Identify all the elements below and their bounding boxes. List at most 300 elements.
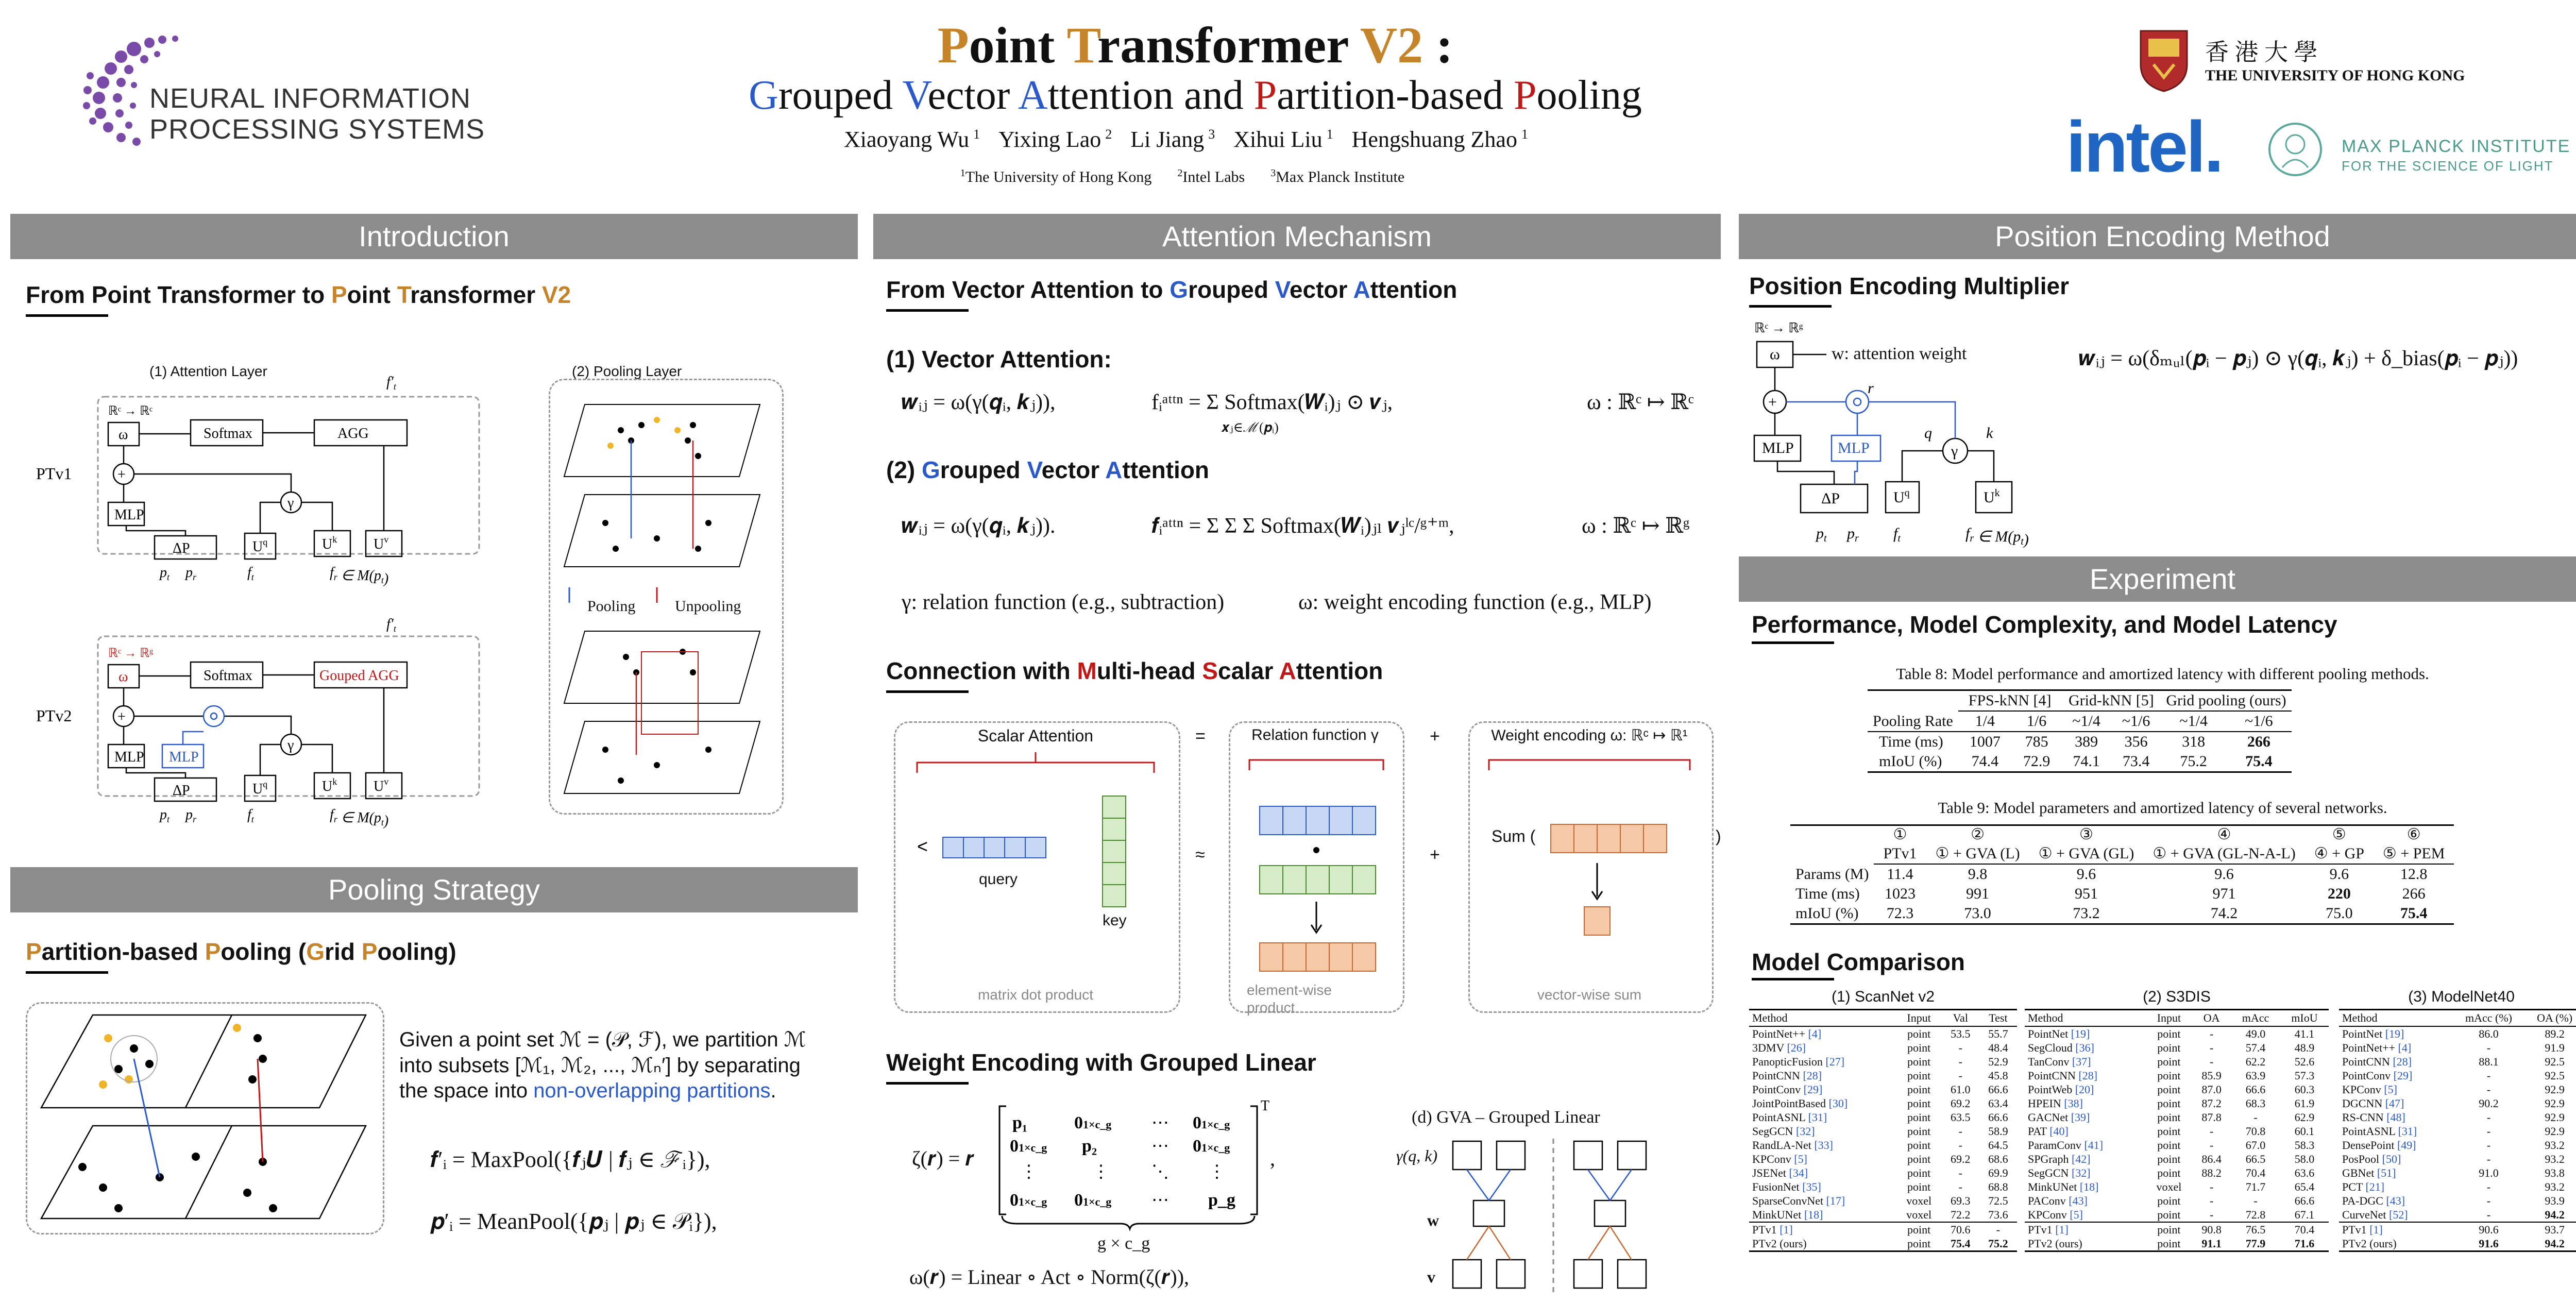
comparison-cell: 57.3 — [2294, 1069, 2315, 1082]
s3dis-table — [2025, 988, 2329, 1252]
va-title: (1) Vector Attention: — [886, 346, 1112, 373]
comparison-row — [2339, 1096, 2576, 1110]
table8-rate: Pooling Rate — [1868, 711, 1958, 732]
table8-row — [1868, 732, 2292, 752]
model-comparison-title: Model Comparison — [1752, 949, 1965, 975]
svg-text:Uv: $U^v$ — [374, 534, 389, 552]
title-part: A — [1105, 456, 1123, 483]
comparison-cell: - — [2209, 1027, 2214, 1040]
title-part: V — [1027, 456, 1042, 483]
comparison-cell: 75.4 — [1951, 1237, 1971, 1250]
method-cite: [51] — [2374, 1166, 2396, 1179]
method-cite: [52] — [2386, 1208, 2408, 1221]
plus-sign-2: + — [1430, 845, 1440, 865]
svg-text:⋯: ⋯ — [1151, 1137, 1169, 1156]
gva-eq1: 𝒘ᵢⱼ = ω(γ(𝒒ᵢ, 𝒌ⱼ)). — [902, 514, 1056, 538]
svg-text:+: + — [117, 467, 126, 483]
comparison-row — [2339, 1124, 2576, 1138]
method-name: PointWeb — [2028, 1083, 2073, 1096]
table9-cell: 9.6 — [2214, 866, 2234, 883]
svg-text:01×c_g: 01×c_g — [1193, 1113, 1230, 1132]
author-sup: 1 — [1326, 127, 1333, 142]
subtitle-word: ector — [927, 73, 1018, 118]
svg-text:Uk: $U^k$ — [322, 776, 337, 794]
method-cite: [29] — [1801, 1083, 1823, 1096]
experiment-underline — [1752, 641, 1834, 644]
comparison-cell: 92.9 — [2545, 1083, 2565, 1096]
comparison-row — [2025, 1166, 2329, 1180]
title-p: P — [937, 16, 969, 74]
comparison-row — [2339, 1138, 2576, 1152]
position-equation: 𝒘ᵢⱼ = ω(δₘᵤₗ(𝒑ᵢ − 𝒑ⱼ) ⊙ γ(𝒒ᵢ, 𝒌ⱼ) + δ_bias(𝒑ᵢ − 𝒑ⱼ)) — [2079, 347, 2518, 370]
comparison-cell: 85.9 — [2201, 1069, 2222, 1082]
table9-cell: 971 — [2212, 885, 2236, 902]
comparison-cell — [2339, 1124, 2452, 1138]
svg-text:ℝᶜ → ℝᵍ: ℝᶜ → ℝᵍ — [108, 647, 154, 660]
comparison-cell: 93.2 — [2545, 1153, 2565, 1165]
svg-text:Softmax: Softmax — [204, 668, 252, 684]
svg-text:ft: $f_t$ — [247, 565, 254, 582]
table9-cell: 73.2 — [2073, 905, 2100, 922]
method-cite: [1] — [2052, 1223, 2069, 1236]
pool-sub-initial: G — [306, 938, 325, 965]
comparison-cell: - — [1958, 1139, 1962, 1152]
table8-group-row — [1868, 690, 2292, 712]
comparison-row — [2339, 1166, 2576, 1180]
svg-text:MLP: MLP — [1762, 439, 1794, 456]
title-part: ttention — [1370, 276, 1458, 303]
method-name: HPEIN — [2028, 1097, 2061, 1110]
comparison-head: mIoU — [2280, 1010, 2329, 1027]
mpi-logo — [2267, 121, 2576, 183]
zeta-comma: , — [1270, 1147, 1275, 1170]
author-name: Xiaoyang Wu — [844, 127, 970, 152]
comparison-cell: - — [2486, 1125, 2491, 1138]
comparison-cell: point — [2157, 1166, 2181, 1179]
comparison-ours-row — [1749, 1222, 2017, 1237]
comparison-cell: 68.8 — [1988, 1180, 2008, 1193]
hku-chinese: 香 港 大 學 — [2205, 39, 2318, 65]
svg-text:MLP: MLP — [169, 749, 199, 765]
comparison-cell: 62.9 — [2294, 1111, 2315, 1124]
scalar-attention-figure — [907, 747, 1164, 933]
intro-sub-p: P — [331, 281, 347, 308]
comparison-cell — [2025, 1110, 2146, 1124]
table9-cell: 74.2 — [2210, 905, 2238, 922]
comparison-cell: 86.4 — [2201, 1153, 2222, 1165]
method-cite: [29] — [2391, 1069, 2413, 1082]
svg-text:ft: $f_t$ — [247, 807, 254, 824]
comparison-row — [2025, 1110, 2329, 1124]
pooling-text-c-link: non-overlapping partitions — [533, 1079, 771, 1102]
comparison-cell: 48.9 — [2294, 1041, 2315, 1054]
method-cite: [32] — [1793, 1125, 1815, 1138]
comparison-cell: 72.8 — [2245, 1208, 2266, 1221]
comparison-row — [1749, 1026, 2017, 1041]
comparison-cell: 58.3 — [2294, 1139, 2315, 1152]
comparison-cell — [2025, 1180, 2146, 1194]
svg-text:γ: γ — [287, 737, 294, 753]
comparison-cell: 53.5 — [1951, 1027, 1971, 1040]
method-name: PointCNN — [2342, 1055, 2390, 1068]
svg-text:q: q — [1924, 425, 1932, 442]
comparison-grid — [2025, 1009, 2329, 1252]
table8-group: Grid pooling (ours) — [2161, 690, 2291, 712]
method-name: SparseConvNet — [1752, 1194, 1824, 1207]
gamma-definition: γ: relation function (e.g., subtraction) — [902, 590, 1225, 614]
svg-text:Uk: $U^k$ — [322, 534, 337, 552]
comparison-cell: 70.6 — [1942, 1222, 1979, 1237]
comparison-cell: 70.4 — [2245, 1166, 2266, 1179]
comparison-row — [2025, 1208, 2329, 1222]
table8-rate: ~1/6 — [2226, 711, 2292, 732]
comparison-ours-row — [2339, 1237, 2576, 1251]
poster-title — [567, 15, 1824, 75]
table9-caption: Table 9: Model parameters and amortized latency of several networks. — [1938, 799, 2387, 817]
svg-text:pt: $p_t$ — [160, 807, 170, 824]
svg-text:MLP: MLP — [114, 507, 144, 523]
title-ransformer: ransformer — [1097, 16, 1360, 74]
mhsa-title — [886, 657, 1383, 685]
gva-gl-label: (d) GVA – Grouped Linear — [1412, 1108, 1600, 1127]
comparison-cell: point — [2157, 1055, 2181, 1068]
title-colon: : — [1423, 16, 1453, 74]
comparison-cell: 57.4 — [2245, 1041, 2266, 1054]
comparison-head: Input — [2146, 1010, 2192, 1027]
table9-num: ④ — [2217, 826, 2231, 843]
svg-text:ω: ω — [1770, 346, 1780, 363]
comparison-cell: 52.9 — [1988, 1055, 2008, 1068]
comparison-row — [2339, 1041, 2576, 1055]
intro-subtitle-prefix: From Point Transformer to — [26, 281, 331, 308]
comparison-row — [2025, 1026, 2329, 1041]
comparison-cell — [2025, 1124, 2146, 1138]
title-part: From Vector Attention to — [886, 276, 1170, 303]
comparison-cell — [2339, 1069, 2452, 1082]
comparison-cell — [2025, 1152, 2146, 1166]
comparison-row — [2025, 1152, 2329, 1166]
comparison-row — [1749, 1166, 2017, 1180]
comparison-cell: 69.9 — [1988, 1166, 2008, 1179]
comparison-cell — [2025, 1208, 2146, 1222]
method-name: KPConv — [2028, 1208, 2067, 1221]
mpi-line2: FOR THE SCIENCE OF LIGHT — [2342, 158, 2554, 174]
comparison-row — [1749, 1180, 2017, 1194]
comparison-head: mAcc (%) — [2452, 1010, 2526, 1027]
method-cite: [33] — [1811, 1139, 1834, 1152]
title-part: ulti-head — [1096, 657, 1202, 684]
comparison-cell — [2339, 1152, 2452, 1166]
method-cite: [5] — [2381, 1083, 2397, 1096]
svg-text:01×c_g: 01×c_g — [1193, 1137, 1230, 1156]
mhsa-underline — [886, 690, 969, 693]
comparison-cell: 65.4 — [2294, 1180, 2315, 1193]
experiment-bar: Experiment — [1739, 556, 2576, 602]
intro-underline — [26, 314, 108, 317]
comparison-cell: 61.9 — [2294, 1097, 2315, 1110]
comparison-cell: 91.6 — [2479, 1237, 2499, 1250]
intro-sub-oint: oint — [347, 281, 397, 308]
intro-architecture-figure — [36, 376, 567, 840]
position-bar: Position Encoding Method — [1739, 214, 2576, 259]
comparison-cell: - — [2486, 1180, 2491, 1193]
table8-cell: 74.4 — [1971, 753, 1999, 770]
table8-cell: 72.9 — [2023, 753, 2050, 770]
comparison-cell: point — [1907, 1083, 1931, 1096]
svg-text:MLP: MLP — [1838, 439, 1870, 456]
poster-subtitle — [567, 72, 1824, 119]
comparison-cell: 93.2 — [2545, 1139, 2565, 1152]
table9-cell: 9.8 — [1968, 866, 1988, 883]
method-name: JSENet — [1752, 1166, 1786, 1179]
title-part: S — [1202, 657, 1218, 684]
method-cite: [31] — [1805, 1111, 1827, 1124]
comparison-cell: 75.2 — [1988, 1237, 2008, 1250]
wegl-title: Weight Encoding with Grouped Linear — [886, 1049, 1316, 1076]
method-cite: [36] — [2072, 1041, 2094, 1054]
table9-head: ⑤ + PEM — [2374, 843, 2454, 864]
model-comparison-underline — [1752, 978, 1834, 980]
comparison-cell — [2025, 1194, 2146, 1208]
subtitle-initial: P — [1253, 73, 1277, 118]
comparison-cell — [2339, 1110, 2452, 1124]
comparison-cell: 45.8 — [1988, 1069, 2008, 1082]
sum-label: Sum ( — [1492, 827, 1536, 845]
comparison-cell: point — [1907, 1125, 1931, 1138]
comparison-cell: point — [1907, 1111, 1931, 1124]
comparison-cell: - — [1958, 1069, 1962, 1082]
element-wise-label: element-wise product — [1247, 982, 1332, 1016]
comparison-cell: 63.9 — [2245, 1069, 2266, 1082]
table8-cell: 318 — [2182, 733, 2206, 750]
comparison-row — [1749, 1110, 2017, 1124]
method-cite: [50] — [2379, 1153, 2401, 1165]
modelnet-table — [2339, 988, 2576, 1252]
svg-text:ω: ω — [118, 427, 128, 443]
table9-cell: mIoU (%) — [1795, 905, 1859, 922]
comparison-cell: 72.5 — [1988, 1194, 2008, 1207]
table8-cell: Time (ms) — [1879, 733, 1943, 750]
comparison-cell: - — [1979, 1222, 2017, 1237]
comparison-row — [2339, 1180, 2576, 1194]
comparison-cell: 63.5 — [1951, 1111, 1971, 1124]
svg-text:PTv1: PTv1 — [36, 464, 72, 483]
comparison-cell: point — [1896, 1222, 1942, 1237]
method-cite: [41] — [2081, 1139, 2104, 1152]
comparison-row — [2339, 1152, 2576, 1166]
comparison-head: OA (%) — [2526, 1010, 2576, 1027]
comparison-cell: 71.6 — [2294, 1237, 2315, 1250]
subtitle-word: ttention and — [1047, 73, 1254, 118]
comparison-cell — [1749, 1152, 1896, 1166]
comparison-cell: 87.2 — [2201, 1097, 2222, 1110]
pooling-text-b: into subsets [ℳ₁, ℳ₂, ..., ℳₙ′] by separating — [399, 1054, 801, 1077]
comparison-cell: voxel — [1906, 1208, 1932, 1221]
pooling-legend: Pooling — [587, 598, 636, 615]
comparison-cell: - — [2209, 1041, 2214, 1054]
approx-sign: ≈ — [1195, 845, 1205, 865]
hku-crest-icon — [2138, 28, 2190, 93]
title-part: (2) — [886, 456, 922, 483]
comparison-cell — [2339, 1222, 2452, 1237]
svg-text:Softmax: Softmax — [204, 426, 252, 442]
comparison-cell — [2025, 1166, 2146, 1180]
table8-cell: mIoU (%) — [1879, 753, 1942, 770]
pool-sub-word: ooling) — [377, 938, 456, 965]
comparison-cell — [1749, 1096, 1896, 1110]
comparison-cell: point — [2157, 1097, 2181, 1110]
grouped-linear-figure — [1448, 1136, 1685, 1296]
comparison-cell: - — [2209, 1139, 2214, 1152]
comparison-head-row — [2025, 1010, 2329, 1027]
hku-logo — [2138, 28, 2509, 100]
author-sup: 2 — [1105, 127, 1112, 142]
svg-text:ΔP: ΔP — [173, 783, 190, 799]
comparison-cell — [1749, 1222, 1896, 1237]
svg-text:Gouped AGG: Gouped AGG — [319, 668, 399, 684]
comparison-row — [1749, 1194, 2017, 1208]
comparison-head-row — [2339, 1010, 2576, 1027]
method-name: GACNet — [2028, 1111, 2069, 1124]
method-cite: [31] — [2395, 1125, 2417, 1138]
relation-label: Relation function γ — [1251, 726, 1379, 743]
intro-sub-v2: V2 — [541, 281, 571, 308]
comparison-cell: point — [2157, 1083, 2181, 1096]
table8-rate: ~1/4 — [2061, 711, 2111, 732]
comparison-cell: point — [2157, 1027, 2181, 1040]
svg-text:⋮: ⋮ — [1092, 1162, 1110, 1181]
comparison-cell: 60.3 — [2294, 1083, 2315, 1096]
table9-cell: Params (M) — [1795, 865, 1869, 883]
comparison-row — [2025, 1055, 2329, 1069]
svg-text:⋮: ⋮ — [1208, 1162, 1226, 1181]
pooling-text-c — [399, 1079, 776, 1103]
subtitle-initial: P — [1513, 73, 1537, 118]
comparison-cell: 90.2 — [2479, 1097, 2499, 1110]
table9-row — [1790, 884, 2454, 904]
gva-eq3: ω : ℝᶜ ↦ ℝᵍ — [1582, 514, 1690, 538]
comparison-cell: point — [1907, 1097, 1931, 1110]
method-cite: [37] — [2069, 1055, 2091, 1068]
table9-cell: 220 — [2327, 885, 2351, 902]
comparison-row — [2339, 1194, 2576, 1208]
comparison-row — [2025, 1041, 2329, 1055]
svg-text:PTv2: PTv2 — [36, 706, 72, 725]
svg-text:01×c_g: 01×c_g — [1074, 1113, 1112, 1132]
comparison-cell — [2025, 1138, 2146, 1152]
comparison-cell: - — [2486, 1083, 2491, 1096]
fig-attention-label: (1) Attention Layer — [149, 363, 267, 379]
method-name: PointNet++ — [1752, 1027, 1806, 1040]
method-cite: [4] — [2395, 1041, 2412, 1054]
comparison-cell — [2339, 1194, 2452, 1208]
table9-cell: 991 — [1966, 885, 1990, 902]
pooling-subtitle — [26, 938, 456, 966]
affil-sup: 2 — [1177, 167, 1183, 179]
comparison-cell: - — [1958, 1125, 1962, 1138]
method-name: PointASNL — [2342, 1125, 2396, 1138]
authors — [567, 126, 1824, 153]
comparison-cell: - — [2486, 1208, 2491, 1221]
comparison-cell: point — [2157, 1208, 2181, 1221]
title-part: V — [1275, 276, 1290, 303]
comparison-cell: 91.0 — [2479, 1166, 2499, 1179]
method-cite: [43] — [2383, 1194, 2405, 1207]
comparison-table-title: (3) ModelNet40 — [2408, 988, 2515, 1005]
subtitle-word: rouped — [778, 73, 903, 118]
method-name: DensePoint — [2342, 1139, 2395, 1152]
attention-bar: Attention Mechanism — [873, 214, 1721, 259]
zeta-label: ζ(𝒓) = 𝒓 — [912, 1147, 974, 1170]
pool-sub-initial: P — [26, 938, 42, 965]
table8-rate: ~1/4 — [2161, 711, 2226, 732]
comparison-cell: - — [2209, 1208, 2214, 1221]
comparison-cell: voxel — [2156, 1180, 2182, 1193]
comparison-cell: point — [1907, 1041, 1931, 1054]
table9-head: ④ + GP — [2305, 843, 2374, 864]
comparison-cell: 93.2 — [2545, 1180, 2565, 1193]
comparison-cell — [1749, 1110, 1896, 1124]
title-t: T — [1066, 16, 1097, 74]
comparison-cell: - — [1958, 1055, 1962, 1068]
key-label: key — [1103, 912, 1127, 929]
comparison-cell: 93.9 — [2545, 1194, 2565, 1207]
comparison-cell — [2339, 1166, 2452, 1180]
affil-sup: 3 — [1270, 167, 1276, 179]
va-eq2-sub: 𝒙ⱼ∈ℳ(𝒑ᵢ) — [1221, 420, 1279, 435]
table9-num: ② — [1971, 826, 1985, 843]
comparison-head: Val — [1942, 1010, 1979, 1027]
comparison-cell: 93.7 — [2526, 1222, 2576, 1237]
pooling-text-c-end: . — [770, 1079, 776, 1102]
table9-cell — [1790, 843, 1874, 864]
title-part: rouped — [1188, 276, 1275, 303]
table8-cell: 74.1 — [2073, 753, 2100, 770]
comparison-row — [1749, 1055, 2017, 1069]
comparison-cell: point — [1907, 1027, 1931, 1040]
method-name: SegGCN — [1752, 1125, 1793, 1138]
comparison-cell: point — [2157, 1139, 2181, 1152]
neurips-line2: PROCESSING SYSTEMS — [149, 114, 485, 145]
comparison-cell — [2339, 1180, 2452, 1194]
author-sup: 1 — [973, 127, 980, 142]
table9-cell: 951 — [2074, 885, 2098, 902]
comparison-cell: 90.8 — [2192, 1222, 2231, 1237]
comparison-cell: 63.4 — [1988, 1097, 2008, 1110]
comparison-cell: 63.6 — [2294, 1166, 2315, 1179]
method-name: PAConv — [2028, 1194, 2066, 1207]
comparison-row — [1749, 1069, 2017, 1082]
comparison-cell: - — [2486, 1153, 2491, 1165]
table8-group: FPS-kNN [4] — [1958, 690, 2062, 712]
method-cite: [1] — [1776, 1223, 1793, 1236]
comparison-cell: PTv2 (ours) — [2342, 1237, 2397, 1250]
method-cite: [18] — [1801, 1208, 1823, 1221]
comparison-cell: 73.6 — [1988, 1208, 2008, 1221]
svg-text:p_g: p_g — [1208, 1191, 1235, 1210]
title-oint: oint — [969, 16, 1067, 74]
author-name: Yixing Lao — [998, 127, 1101, 152]
comparison-cell — [1749, 1180, 1896, 1194]
comparison-cell: 69.2 — [1951, 1097, 1971, 1110]
scalar-attention-label: Scalar Attention — [977, 726, 1094, 745]
method-name: PointNet — [2342, 1027, 2383, 1040]
table9-num: ⑤ — [2332, 826, 2346, 843]
title-part: G — [1170, 276, 1189, 303]
table9-cell: 9.6 — [2329, 866, 2349, 883]
matrix-dot-label: matrix dot product — [977, 987, 1094, 1003]
table8-cell: 75.4 — [2245, 753, 2273, 770]
